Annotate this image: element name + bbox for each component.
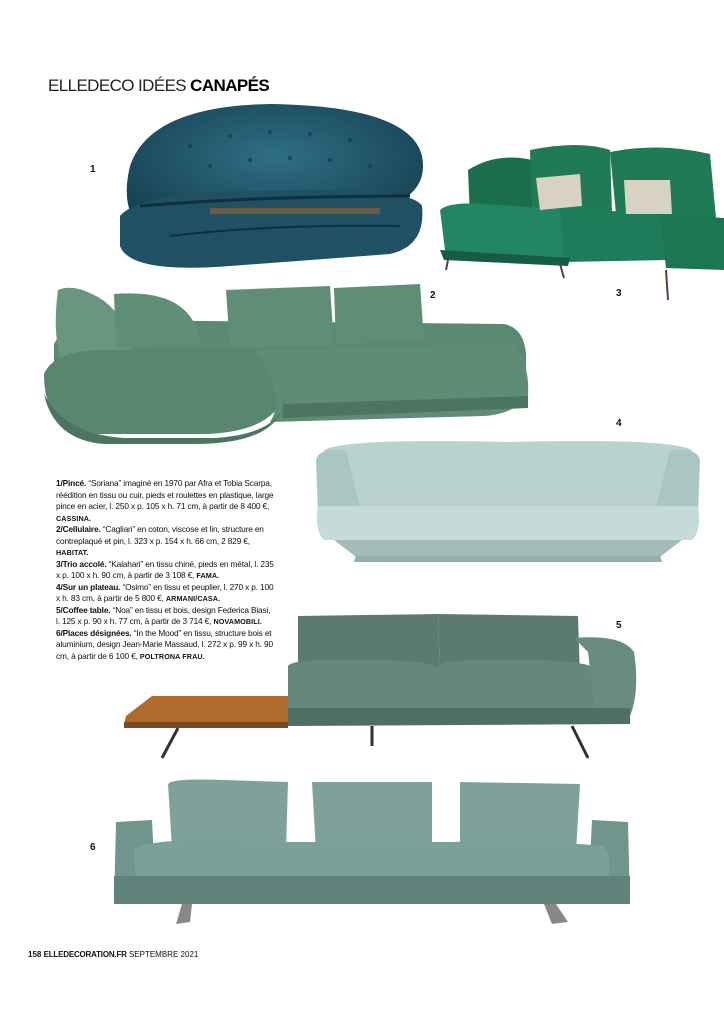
caption-item-4: 4/Sur un plateau. “Osimo” en tissu et peuplier, l. 270 x p. 100 x h. 83 cm, à partir de 5 800 €, ARMANI/CASA. <box>56 581 274 603</box>
header-brand: ELLEDECO IDÉES <box>48 76 187 95</box>
header-section: CANAPÉS <box>190 76 270 95</box>
sofa-image-4 <box>316 440 700 568</box>
item-number-3: 3 <box>616 288 622 299</box>
item-number-1: 1 <box>90 164 96 175</box>
caption-item-2: 2/Cellulaire. “Cagliari” en coton, viscose et lin, structure en contreplaqué et pin, l. 323 x p. 154 x h. 66 cm, 2 829 €, HABITAT. <box>56 524 264 557</box>
footer-site: ELLEDECORATION.FR <box>43 950 127 959</box>
section-header <box>48 76 269 96</box>
caption-item-6: 6/Places désignées. “In the Mood” en tissu, structure bois et aluminium, design Jean-Marie Massaud, l. 272 x p. 99 x h. 90 cm, à partir de 6 100 €, POLTRONA FRAU. <box>56 627 273 661</box>
caption-item-5: 5/Coffee table. “Noa” en tissu et bois, design Federica Biasi, l. 125 x p. 90 x h. 77 cm, à partir de 3 714 €, NOVAMOBILI. <box>56 604 271 626</box>
page-number: 158 <box>28 950 42 959</box>
caption-item-1: 1/Pincé. “Soriana” imaginé en 1970 par Afra et Tobia Scarpa, réédition en tissu ou cuir, pieds et roulettes en plastique, large pince en acier, l. 250 x p. 105 x h. 71 cm, à partir de 8 400 €, CASSINA. <box>56 478 274 523</box>
caption-item-3: 3/Trio accolé. “Kalahari” en tissu chiné, pieds en métal, l. 235 x p. 100 x h. 90 cm, à partir de 3 108 €, FAMA. <box>56 558 274 580</box>
item-number-5: 5 <box>616 620 622 631</box>
sofa-image-1 <box>110 96 430 276</box>
item-number-6: 6 <box>90 842 96 853</box>
sofa-image-3 <box>440 140 724 305</box>
caption-block <box>56 478 276 662</box>
sofa-image-2 <box>44 284 530 456</box>
item-number-4: 4 <box>616 418 622 429</box>
sofa-image-6 <box>112 776 632 928</box>
page-footer <box>28 950 198 959</box>
footer-issue: SEPTEMBRE 2021 <box>128 950 199 959</box>
item-number-2: 2 <box>430 290 436 301</box>
